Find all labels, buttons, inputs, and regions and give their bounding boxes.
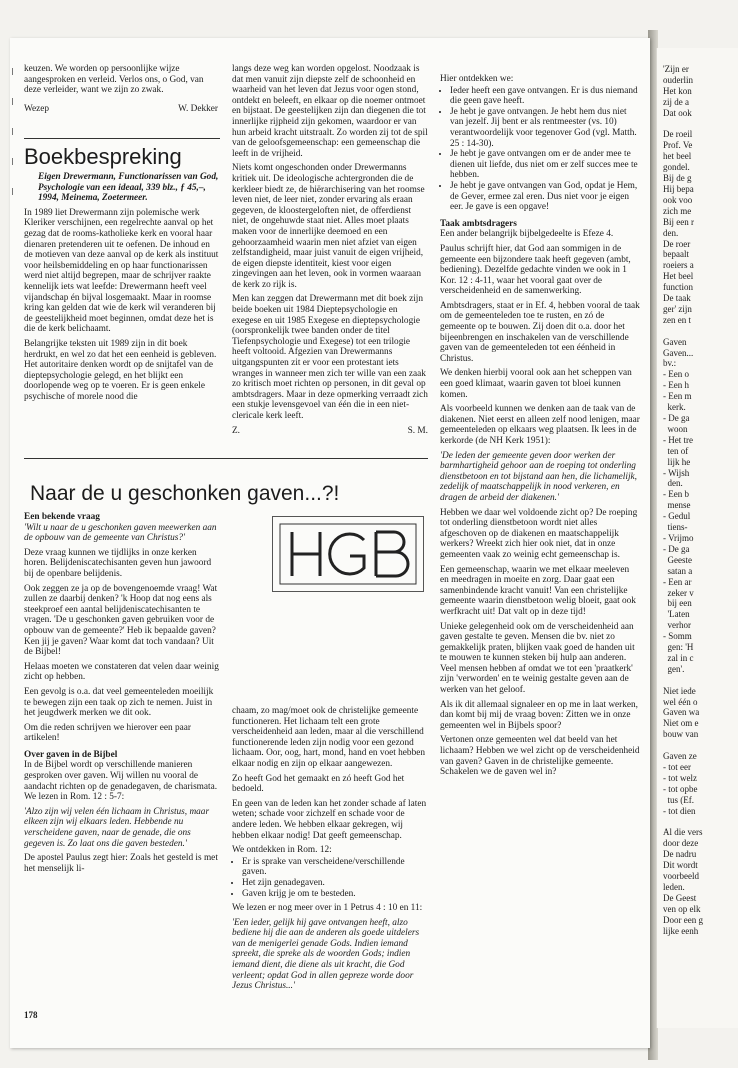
- next-page-line: gen'.: [663, 663, 685, 674]
- review-column-2: [232, 64, 428, 436]
- article-paragraph: Unieke gelegenheid ook om de verscheidenheid aan gaven gestalte te geven. Mensen die bv. niet zo gemakkelijk praten, blijken vaak goed de handen uit te mouwen te kunnen steken bij hulp aan anderen. Veel mensen hebben af omdat we tot een 'praatkerk' zijn 'verworden' en te weinig gestalte geven aan de werken van het geloof.: [440, 621, 635, 696]
- list-item: • Ieder heeft een gave ontvangen. Er is dus niemand die geen gave heeft.: [450, 86, 640, 107]
- article-paragraph: De apostel Paulus zegt hier: Zoals het gesteld is met het menselijk li-: [24, 853, 218, 874]
- next-page-line: [663, 326, 738, 337]
- review-paragraph: Men kan zeggen dat Drewermann met dit boek zijn beide boeken uit 1984 Dieptepsychologie en exegese en uit 1985 Exegese en dieptepsychologie (oorspronkelijk twee banden onder de titel Tiefenpsychologie und Exegese) tot een trilogie heeft voltooid. Afgezien van Drewermanns uitgangspunten zit er voor een protestant iets wranges in wanneer men zich ter wille van een zaak zo kritisch moet richten op personen, in dit geval op ambtsdragers. Maar in deze opmerking verraadt zich een stukje levensgevoel van één die in een niet-clericale kerk leeft.: [232, 294, 428, 421]
- hgb-logo: [272, 516, 424, 592]
- article-paragraph: Helaas moeten we constateren dat velen daar weinig zicht op hebben.: [24, 661, 219, 683]
- next-page-line: Door een g: [663, 914, 703, 925]
- next-page-line: voorbeeld: [663, 871, 699, 882]
- section-divider: [24, 138, 220, 139]
- article-paragraph: Als voorbeeld kunnen we denken aan de taak van de diakenen. Niet eerst en alleen zelf nood lenigen, maar gemeenteleden op elkaars weg plaatsen. Ik lees in de kerkorde (de NH Kerk 1951):: [440, 404, 640, 446]
- article-paragraph: Om die reden schrijven we hierover een paar artikelen!: [24, 722, 192, 744]
- list-item: • Gaven krijg je om te besteden.: [242, 889, 428, 900]
- next-page-line: ger' zijn: [663, 303, 692, 314]
- next-page-line: Dat ook: [663, 107, 692, 118]
- article-paragraph: We ontdekken in Rom. 12:: [232, 845, 332, 856]
- next-page-line: tiens-: [663, 522, 688, 533]
- next-page-line: woon: [663, 423, 688, 434]
- next-page-line: - Het tre: [663, 434, 693, 445]
- next-page-line: verhor: [663, 620, 691, 631]
- review-column-1: [24, 145, 220, 406]
- article-column-2: [232, 706, 428, 996]
- next-page-line: - Een h: [663, 380, 689, 391]
- article-title: Naar de u geschonken gaven...?!: [30, 482, 340, 505]
- list-item: • Je hebt je gave ontvangen van God, opdat je Hem, de Gever, ermee zal eren. Dus niet voor je eigen eer. Je gave is een opgave!: [450, 181, 640, 213]
- article-paragraph: In de Bijbel wordt op verschillende manieren gesproken over gaven. Wij willen nu vooral de aandacht richten op de genadegaven, de charismata. We lezen in Rom. 12 : 5-7:: [24, 760, 218, 803]
- review-signature: [232, 426, 428, 437]
- next-page-line: Bij een r: [663, 216, 694, 227]
- article-paragraph: Ambtsdragers, staat er in Ef. 4, hebben vooral de taak om de gemeenteleden toe te rusten, en zó de gemeente op te bouwen. Zij doen dit o.a. door het bijeenbrengen en inschakelen van de verschillende gaven van de gemeenteleden tot een éénheid in Christus.: [440, 300, 640, 364]
- signature-author: W. Dekker: [178, 103, 218, 114]
- article-column-3: [440, 74, 640, 782]
- next-page-line: [663, 119, 738, 130]
- next-page-line: tus (Ef.: [663, 794, 694, 805]
- bullet-list: [232, 857, 428, 899]
- next-page-line: Dit wordt: [663, 860, 698, 871]
- next-page-line: 'Zijn er: [663, 64, 689, 74]
- next-page-line: Al die vers: [663, 827, 703, 838]
- article-paragraph: Als ik dit allemaal signaleer en op me in laat werken, dan komt bij mij de vraag boven: Zitten we in onze gemeenten wel in Bijbels spoor?: [440, 699, 639, 731]
- list-item: • Je hebt je gave ontvangen om er de ander mee te dienen uit liefde, dus niet om er zelf succes mee te hebben.: [450, 149, 640, 181]
- article-paragraph: Een gemeenschap, waarin we met elkaar meeleven en meedragen in moeite en zorg. Daar gaat een samenbindende kracht vanuit! Van een christelijke gemeente waarin dienstbetoon welig bloeit, gaat ook werfkracht uit! Dat valt op in deze tijd!: [440, 564, 636, 617]
- subheading: Een bekende vraag: [24, 512, 100, 522]
- next-page-line: ven op elk: [663, 903, 701, 914]
- next-page-line: - De ga: [663, 543, 690, 554]
- next-page-line: Het kon: [663, 85, 692, 96]
- next-page-line: - Een b: [663, 489, 689, 500]
- next-page-line: [663, 675, 738, 686]
- next-page-line: - Een ar: [663, 576, 692, 587]
- next-page-line: De Geest: [663, 892, 697, 903]
- next-page-line: Het beel: [663, 271, 694, 282]
- next-page-line: - Een o: [663, 369, 689, 380]
- signature-initial: Z.: [232, 425, 241, 436]
- next-page-line: - tot welz: [663, 772, 697, 783]
- next-page-line: zeker v: [663, 587, 694, 598]
- review-paragraph: In 1989 liet Drewermann zijn polemische werk Kleriker verschijnen, een regelrechte aanval op het gezag dat de rooms-katholieke kerk en vooral haar dienaren pretenderen uit te oefenen. De inhoud en de motieven van deze aanval op de kerk als instituut voor heilsbemiddeling en op haar functionarissen werd niet altijd begrepen, maar de schrijver raakte kennelijk iets wat leefde: Drewermann heeft veel vijandschap én bijval losgemaakt. Maar in roomse kring kan gelden dat wie de kerk wil veranderen bij de geestelijkheid moet beginnen, omdat deze het is die de kerk belichaamt.: [24, 207, 219, 335]
- article-paragraph: Paulus schrijft hier, dat God aan sommigen in de gemeente een bijzondere taak heeft gegeven (ambt, bediening). Dezelfde gedachte vinden we ook in 1 Kor. 12 : 4-11, waar het vooral gaat over de verscheidenheid en de samenwerking.: [440, 243, 631, 297]
- next-page-line: - Wijsh: [663, 467, 690, 478]
- next-page-line: - tot eer: [663, 762, 691, 772]
- next-page-line: Gaven wa: [663, 707, 700, 718]
- next-page-line: ouderlin: [663, 74, 693, 85]
- next-page-line: bepaalt: [663, 249, 689, 260]
- article-paragraph: Hier ontdekken we:: [440, 74, 514, 84]
- article-paragraph: Een gevolg is o.a. dat veel gemeenteleden moeilijk te bewegen zijn een taak op zich te nemen. Juist in het jeugdwerk merken we dit ook.: [24, 686, 214, 719]
- next-page-line: - tot opbe: [663, 783, 698, 794]
- margin-mark: [12, 68, 16, 75]
- magazine-page-left: [10, 38, 650, 1048]
- signature-author: S. M.: [407, 425, 428, 436]
- article-paragraph: Hebben we daar wel voldoende zicht op? De roeping tot onderling dienstbetoon wordt niet alles afgeschoven op de diakenen en maatschappelijk werkers? Wreekt zich hier ook niet, dat in onze gemeenten vaak zo weinig echt gemeenschap is.: [440, 507, 638, 560]
- prev-article-text: keuzen. We worden op persoonlijke wijze aangesproken en verleid. Verlos ons, o God, van deze verleider, want we zijn zo zwak.: [24, 64, 204, 96]
- next-page-line: - Een m: [663, 391, 692, 402]
- margin-mark: [12, 128, 16, 135]
- next-page-line: De nadru: [663, 849, 697, 860]
- review-heading: Boekbespreking: [24, 144, 182, 169]
- section-divider: [24, 458, 428, 459]
- hgb-logo-mark: [278, 522, 418, 586]
- review-paragraph: Belangrijke teksten uit 1989 zijn in dit boek herdrukt, en wel zo dat het een eenheid is gebleven. Het autoritaire denken wordt op de snijtafel van de dieptepsychologie gelegd, en het blijkt een doorlopende weg op te voeren. Er is geen enkele psychische of morele nood die: [24, 338, 217, 402]
- margin-mark: [12, 188, 16, 195]
- magazine-page-right-partial: [656, 48, 738, 1028]
- next-page-line: Prof. Ve: [663, 140, 693, 151]
- next-page-text: [663, 64, 738, 937]
- review-paragraph: langs deze weg kan worden opgelost. Noodzaak is dat men vanuit zijn diepste zelf de schoonheid en waarheid van het leven dat Jezus voor ogen stond, ontdekt en beleeft, en elkaar op die noemer ontmoet en bijstaat. De geestelijken zijn dan diegenen die tot innerlijke rijpheid zijn gekomen, waardoor er van hun arbeid kracht uitstraalt. Zo worden zij tot de spil van de geloofsgemeenschap: een gemeenschap die leeft in de vrijheid.: [232, 64, 428, 159]
- next-page-line: den.: [663, 478, 683, 489]
- bullet-list: [440, 86, 640, 213]
- review-book-reference: Eigen Drewermann, Functionarissen van God, Psychologie van een ideaal, 339 blz., ƒ 45,–, 1994, Meinema, Zoetermeer.: [38, 172, 219, 204]
- next-page-line: gondel.: [663, 162, 690, 173]
- next-page-line: Gaven...: [663, 347, 694, 358]
- prev-article-signature: [24, 104, 218, 115]
- signature-place: Wezep: [24, 103, 50, 114]
- next-page-line: function: [663, 282, 693, 293]
- next-page-line: Gaven: [663, 336, 687, 347]
- article-paragraph: En geen van de leden kan het zonder schade af laten weten; schade voor zichzelf en schade voor de andere leden. We hebben elkaar gekregen, wij hebben elkaar nodig! Dat geeft gemeenschap.: [232, 798, 427, 841]
- next-page-line: zen en t: [663, 314, 691, 325]
- next-page-line: Geeste: [663, 554, 692, 565]
- list-item: • Het zijn genadegaven.: [242, 878, 428, 889]
- next-page-line: wel één o: [663, 696, 698, 707]
- page-number: 178: [24, 1010, 38, 1020]
- list-item: • Er is sprake van verscheidene/verschillende gaven.: [242, 857, 428, 878]
- next-page-line: - tot dien: [663, 805, 696, 816]
- margin-mark: [12, 158, 16, 165]
- next-page-line: lijk he: [663, 456, 691, 467]
- next-page-line: lijke eenh: [663, 925, 699, 936]
- next-page-line: [663, 817, 738, 828]
- margin-mark: [12, 98, 16, 105]
- next-page-line: het beel: [663, 151, 692, 162]
- next-page-line: [663, 740, 738, 751]
- intro-quote: 'Wilt u naar de u geschonken gaven meewerken aan de opbouw van de gemeente van Christus?': [24, 522, 217, 544]
- next-page-line: bv.:: [663, 358, 677, 369]
- next-page-line: leden.: [663, 881, 685, 892]
- next-page-line: Bij de g: [663, 173, 692, 184]
- prev-article-end: [24, 64, 218, 114]
- next-page-line: gen: 'H: [663, 642, 694, 653]
- next-page-line: 'Laten: [663, 609, 690, 620]
- next-page-line: zal in c: [663, 652, 694, 663]
- next-page-line: De taak: [663, 293, 691, 304]
- next-page-line: Niet om e: [663, 718, 699, 729]
- subheading: Taak ambtsdragers: [440, 218, 517, 229]
- review-paragraph: Niets komt ongeschonden onder Drewermanns kritiek uit. De ideologische achtergronden die de kerkleer biedt ze, de hiërarchisering van het roomse leven niet, de leer niet, zonder ervaring als eraan gegeven, de kloostergeloften niet, de offerdienst niet, de ongehuwde staat niet. Alles moet plaats maken voor de innerlijke deemoed en een gehoorzaamheid waarin men niet afziet van eigen zelfstandigheid, maar juist vanuit de eigen vrijheid, de eigen diepste identiteit, kiest voor eigen zingevingen aan het leven, ook in vormen waaraan de kerk zo rijk is.: [232, 163, 425, 290]
- article-column-1: [24, 512, 220, 878]
- church-order-quote: 'De leden der gemeente geven door werken der barmhartigheid gehoor aan de roeping tot onderling dienstbetoon en tot bijstand aan hen, die lichamelijk, zedelijk of maatschappelijk in nood verkeren, en dragen de arbeid der diakenen.': [440, 450, 638, 503]
- next-page-line: ten of: [663, 445, 689, 456]
- next-page-line: ook voo: [663, 194, 693, 205]
- next-page-line: Gaven ze: [663, 751, 697, 762]
- next-page-line: satan a: [663, 565, 693, 576]
- next-page-line: Niet iede: [663, 685, 696, 696]
- article-paragraph: We lezen er nog meer over in 1 Petrus 4 : 10 en 11:: [232, 903, 423, 914]
- next-page-line: kerk.: [663, 402, 686, 413]
- next-page-line: mense: [663, 500, 691, 511]
- next-page-line: - Gedul: [663, 511, 691, 522]
- next-page-line: door deze: [663, 838, 699, 849]
- article-paragraph: Zo heeft God het gemaakt en zó heeft God het bedoeld.: [232, 773, 405, 795]
- bible-quote: 'Een ieder, gelijk hij gave ontvangen heeft, alzo bediene hij die aan de anderen als goede uitdelers van de menigerlei genade Gods. Indien iemand spreekt, die spreke als de woorden Gods; indien iemand dient, die diene als uit kracht, die God verleent; opdat God in allen gepreze worde door Jezus Christus...': [232, 917, 420, 992]
- article-paragraph: Deze vraag kunnen we tijdlijks in onze kerken horen. Belijdeniscatechisanten geven hun jawoord bij de openbare belijdenis.: [24, 547, 212, 579]
- next-page-line: bouw van: [663, 729, 699, 740]
- next-page-line: - De ga: [663, 413, 690, 423]
- article-paragraph: Ook zeggen ze ja op de bovengenoemde vraag! Wat zullen ze daarbij denken? 'k Hoop dat nog eens als steekproef een aantal belijdeniscatechisanten te vragen. 'De u geschonken gaven gebruiken voor de opbouw van de gemeente?' Heb ik bepaalde gaven? Ken jij je gaven? Waar komt dat toch vandaan? Uit de Bijbel!: [24, 583, 218, 658]
- article-paragraph: We denken hierbij vooral ook aan het scheppen van een goed klimaat, waarin gaven tot bloei kunnen komen.: [440, 368, 632, 400]
- next-page-line: Hij bepa: [663, 183, 694, 194]
- next-page-line: De roer: [663, 238, 691, 249]
- next-page-line: den.: [663, 227, 679, 238]
- article-paragraph: chaam, zo mag/moet ook de christelijke gemeente functioneren. Het lichaam telt een grote verscheidenheid aan leden, maar al die verschillend functionerende leden zijn nodig voor een gezond lichaam. Oor, oog, hart, mond, hand en voet hebben elkaar nodig en zijn op elkaar aangewezen.: [232, 706, 426, 769]
- article-paragraph: Een ander belangrijk bijbelgedeelte is Efeze 4.: [440, 229, 614, 240]
- next-page-line: De roeil: [663, 129, 693, 140]
- list-item: • Je hebt je gave ontvangen. Je hebt hem dus niet van jezelf. Jij bent er als rentmeester (vs. 10) verantwoordelijk voor tegenover God (vgl. Matth. 25 : 14-30).: [450, 107, 640, 149]
- next-page-line: - Somm: [663, 631, 692, 642]
- bible-quote: 'Alzo zijn wij velen één lichaam in Christus, maar elkeen zijn wij elkaars leden. Hebbende nu verscheidene gaven, naar de genade, die ons gegeven is. Zo laat ons die gaven besteden.': [24, 806, 210, 849]
- next-page-line: - Vrijmo: [663, 532, 694, 543]
- next-page-line: zich me: [663, 205, 692, 216]
- next-page-line: roeiers a: [663, 260, 694, 271]
- article-paragraph: Vertonen onze gemeenten wel dat beeld van het lichaam? Hebben we wel zicht op de verscheidenheid van gaven? Gaven in de christelijke gemeente. Schakelen we de gaven wel in?: [440, 735, 640, 778]
- subheading: Over gaven in de Bijbel: [24, 749, 118, 760]
- next-page-line: zij de a: [663, 96, 689, 107]
- next-page-line: bij een: [663, 598, 692, 609]
